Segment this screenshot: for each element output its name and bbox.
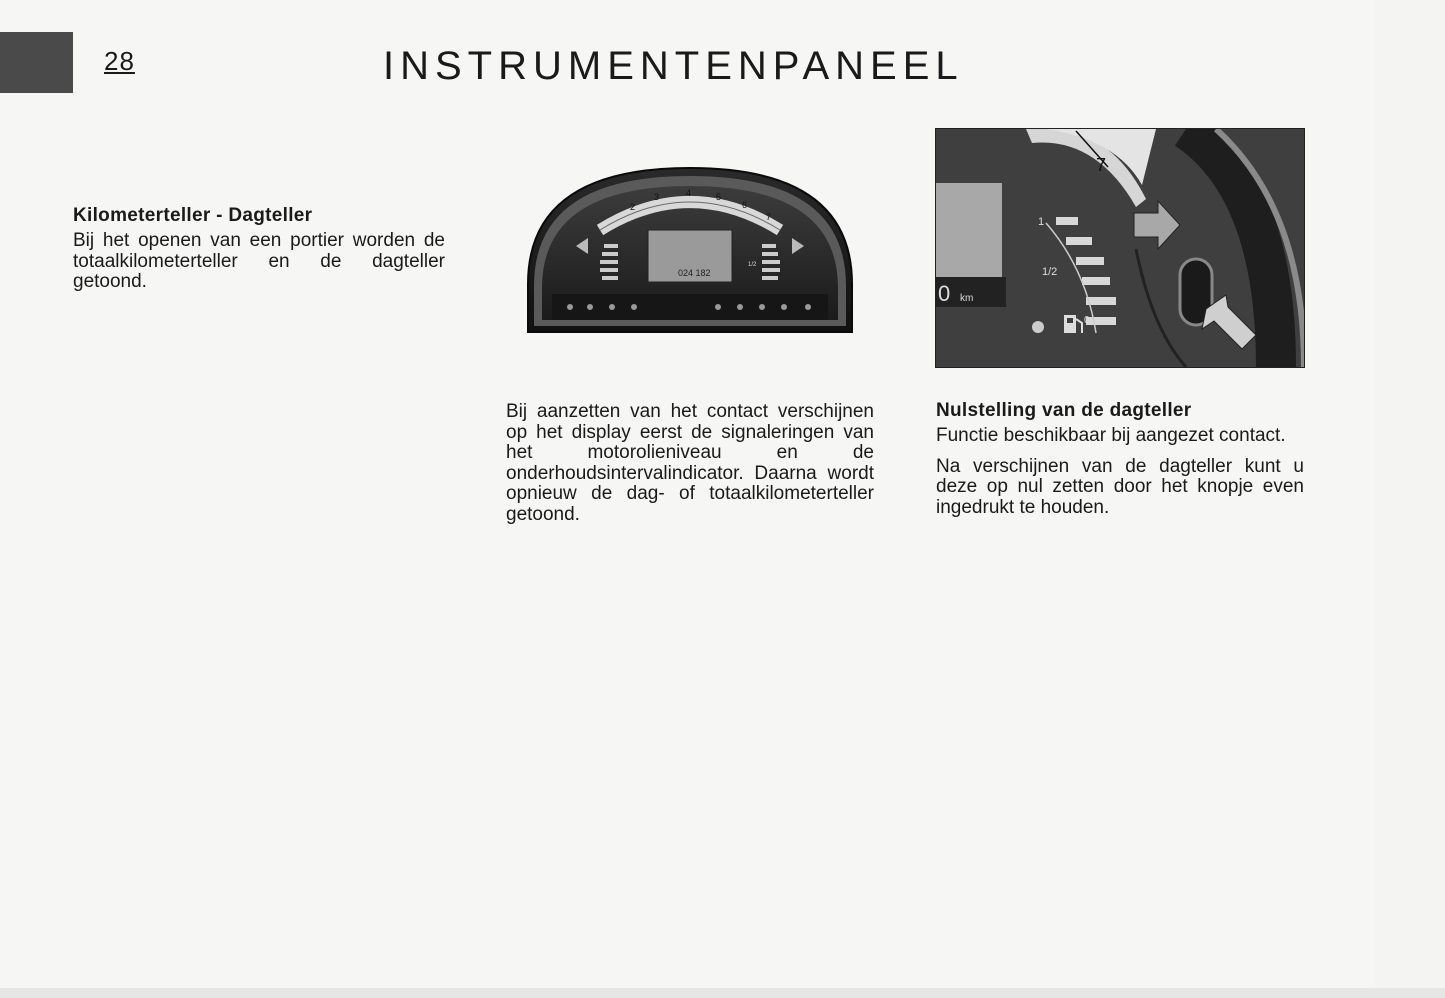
tach-tick-label: 3 — [654, 192, 660, 202]
section-paragraph: Functie beschikbaar bij aangezet contact. — [936, 425, 1286, 446]
trip-reset-detail-figure — [935, 128, 1305, 368]
section-odometer — [73, 205, 445, 293]
page-number: 28 — [104, 46, 135, 76]
tach-tick-label: 5 — [716, 192, 722, 202]
tach-tick-label: 2 — [630, 202, 636, 212]
tach-tick-label: 4 — [686, 188, 692, 198]
fuel-full-label: 1 — [1038, 216, 1045, 228]
section-trip-reset — [936, 400, 1304, 518]
tach-tick-label: 7 — [766, 212, 772, 222]
odometer-readout: 024 182 — [678, 268, 711, 278]
display-unit: km — [960, 293, 974, 304]
section-paragraph: Bij aanzetten van het contact verschijnen op het display eerst de signaleringen van het motorolieniveau en de onderhoudsintervalindicator. Daarna wordt opnieuw de dag- of totaalkilometerteller getoond. — [506, 401, 874, 525]
instrument-cluster-figure — [522, 164, 858, 340]
page-title: INSTRUMENTENPANEEL — [383, 44, 964, 88]
tach-tick-label: 6 — [742, 200, 748, 210]
section-heading: Nulstelling van de dagteller — [936, 400, 1192, 421]
warning-dot-icon — [1032, 321, 1044, 333]
display-digit: 0 — [938, 281, 951, 306]
section-ignition — [506, 402, 874, 525]
section-heading: Kilometerteller - Dagteller — [73, 205, 313, 226]
fuel-half-label: 1/2 — [1042, 266, 1058, 278]
fuel-half-label: 1/2 — [748, 262, 757, 268]
page-bottom-edge — [0, 988, 1445, 998]
section-paragraph: Na verschijnen van de dagteller kunt u deze op nul zetten door het knopje even ingedrukt te houden. — [936, 455, 1304, 518]
section-paragraph: Bij het openen van een portier worden de totaalkilometerteller en de dagteller getoond. — [73, 230, 445, 292]
chapter-tab — [0, 32, 73, 93]
fuel-empty-label: 0 — [1084, 315, 1090, 326]
tach-tick-label: 7 — [1096, 155, 1107, 175]
